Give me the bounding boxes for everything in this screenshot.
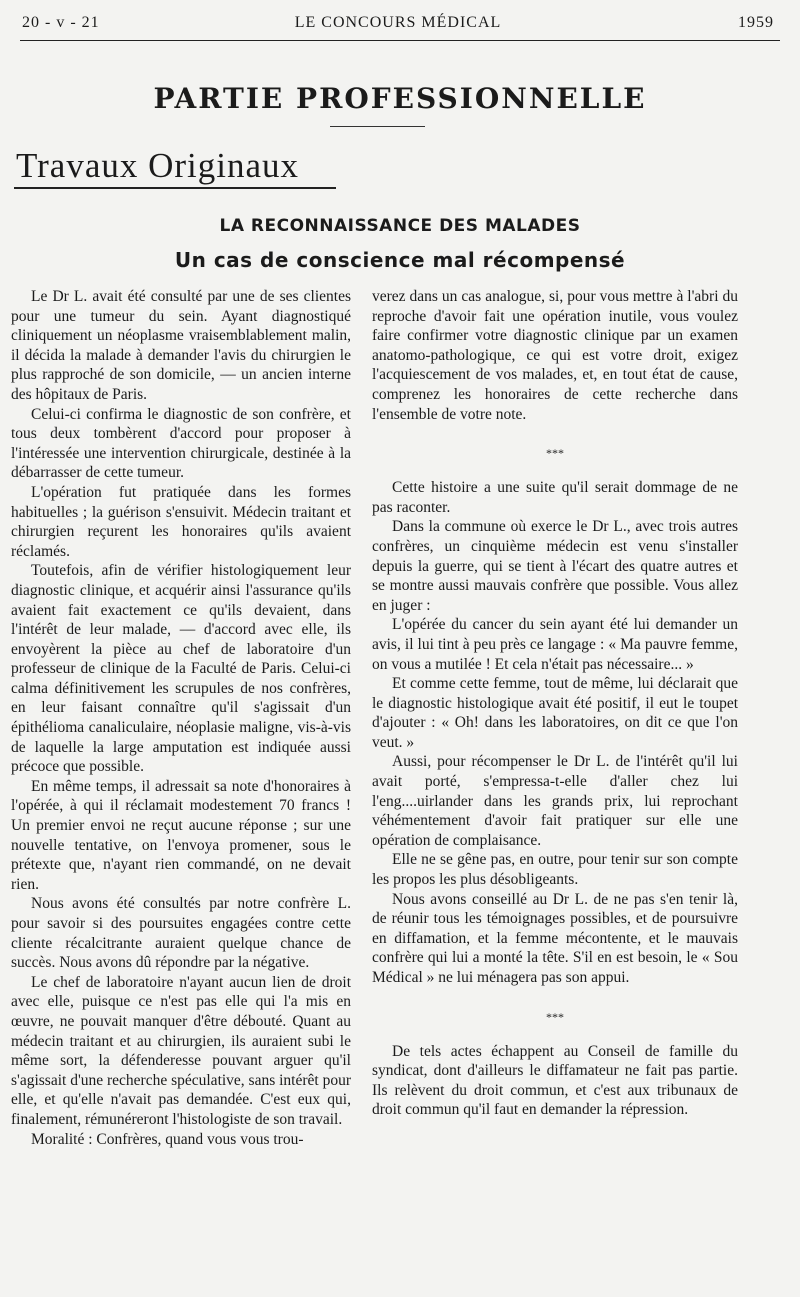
paragraph: Le chef de laboratoire n'ayant aucun lien de droit avec elle, puisque ce n'est pas elle qui l'a mis en œuvre, ne pouvait manquer d'être débouté. Quant au médecin traitant et au chirurgien, ils auraient subi le même sort, la défenderesse pouvant arguer qu'il s'agissait d'une recherche spéculative, sans intérêt pour elle, et qu'elle n'avait pas demandée. C'est eux qui, finalement, rémunéreront l'histologiste de son travail. bbox=[11, 973, 352, 1128]
running-header bbox=[22, 14, 774, 38]
paragraph: Aussi, pour récompenser le Dr L. de l'intérêt qu'il lui avait porté, s'empressa-t-elle d'aller chez lui l'eng....uirlander dans les grands prix, lui reprochant véhémentement d'avoir fait pratiquer sur elle une opération de complaisance. bbox=[372, 753, 738, 849]
paragraph: Le Dr L. avait été consulté par une de ses clientes pour une tumeur du sein. Ayant diagnostiqué cliniquement un néoplasme vraisemblablement malin, il décida la malade à demander l'avis du chirurgien le plus rapproché de son domicile, — un ancien interne des hôpitaux de Paris. bbox=[11, 288, 351, 403]
header-journal-title: LE CONCOURS MÉDICAL bbox=[294, 14, 502, 31]
paragraph: Cette histoire a une suite qu'il serait dommage de ne pas raconter. bbox=[372, 479, 738, 516]
header-rule bbox=[20, 40, 780, 41]
paragraph: L'opérée du cancer du sein ayant été lui demander un avis, il lui tint à peu près ce langage : « Ma pauvre femme, on vous a mutilée ! Et cela n'était pas nécessaire... » bbox=[372, 616, 738, 673]
header-year: 1959 bbox=[738, 14, 774, 31]
rubric-title: Travaux Originaux bbox=[16, 146, 300, 185]
paragraph: L'opération fut pratiquée dans les formes habituelles ; la guérison s'ensuivit. Médecin traitant et chirurgien reçurent les honoraires qu'ils avaient réclamés. bbox=[11, 483, 351, 560]
article-title: LA RECONNAISSANCE DES MALADES bbox=[219, 216, 581, 236]
article-subtitle: Un cas de conscience mal récompensé bbox=[174, 248, 626, 272]
paragraph: Dans la commune où exerce le Dr L., avec trois autres confrères, un cinquième médecin est venu s'installer depuis la guerre, qui se tient à l'écart des quatre autres et se montre aussi mauvais confrère que possible. Vous allez en juger : bbox=[372, 518, 738, 614]
paragraph: De tels actes échappent au Conseil de famille du syndicat, dont d'ailleurs le diffamateur ne fait pas partie. Ils relèvent du droit commun, et c'est aux tribunaux de droit commun qu'il faut en demander la répression. bbox=[372, 1042, 738, 1119]
paragraph: Et comme cette femme, tout de même, lui déclarait que le diagnostic histologique avait été positif, il eut le toupet d'ajouter : « Oh! dans les laboratoires, on dit ce que l'on veut. » bbox=[372, 675, 738, 751]
rubric-underline bbox=[14, 187, 336, 189]
asterism-separator: *** bbox=[546, 446, 564, 461]
paragraph: Nous avons conseillé au Dr L. de ne pas s'en tenir là, de réunir tous les témoignages possibles, et de poursuivre en diffamation, et la femme mécontente, et le mauvais confrère qui lui a monté la tête. S'il en est besoin, le « Sou Médical » ne lui ménagera pas son appui. bbox=[372, 890, 738, 986]
section-title: PARTIE PROFESSIONNELLE bbox=[153, 82, 647, 115]
title-ornament bbox=[330, 126, 425, 127]
right-column bbox=[372, 287, 738, 1120]
left-column bbox=[11, 287, 351, 1149]
paragraph: Celui-ci confirma le diagnostic de son confrère, et tous deux tombèrent d'accord pour proposer à l'intéressée une intervention chirurgicale, destinée à la débarrasser de cette tumeur. bbox=[11, 405, 351, 482]
paragraph: Nous avons été consultés par notre confrère L. pour savoir si des poursuites engagées contre cette cliente récalcitrante auraient quelque chance de succès. Nous avons dû répondre par la négative. bbox=[11, 895, 351, 972]
paragraph: Toutefois, afin de vérifier histologiquement leur diagnostic clinique, et acquérir ainsi l'assurance qu'ils avaient fait exactement ce qu'ils devaient, dans l'intérêt de leur malade, — d'accord avec elle, ils envoyèrent la pièce au chef de laboratoire d'un professeur de clinique de la Faculté de Paris. Celui-ci calma définitivement les scrupules de nos confrères, en leur faisant connaître qu'il s'agissait d'un épithélioma canaliculaire, néoplasie maligne, vis-à-vis de laquelle la large amputation est indiquée aussi précoce que possible. bbox=[11, 562, 351, 776]
header-page-ref: 20 - v - 21 bbox=[22, 14, 100, 31]
paragraph-continuation: verez dans un cas analogue, si, pour vous mettre à l'abri du reproche d'avoir fait une opération inutile, vous voulez faire confirmer votre diagnostic clinique par un examen anatomo-pathologique, ce qui est votre droit, exigez l'acquiescement de vos malades, et, en tout état de cause, comprenez les honoraires de cette recherche dans l'ensemble de votre note. bbox=[372, 288, 738, 423]
paragraph: En même temps, il adressait sa note d'honoraires à l'opérée, à qui il réclamait modestement 70 francs ! Un premier envoi ne reçut aucune réponse ; sur une nouvelle tentative, on l'envoya promener, sous le prétexte que, n'ayant rien commandé, on ne devait rien. bbox=[11, 777, 351, 893]
paragraph: Moralité : Confrères, quand vous vous trou- bbox=[31, 1130, 304, 1148]
asterism-separator: *** bbox=[546, 1009, 564, 1024]
paragraph: Elle ne se gêne pas, en outre, pour tenir sur son compte les propos les plus désobligeants. bbox=[372, 851, 738, 889]
